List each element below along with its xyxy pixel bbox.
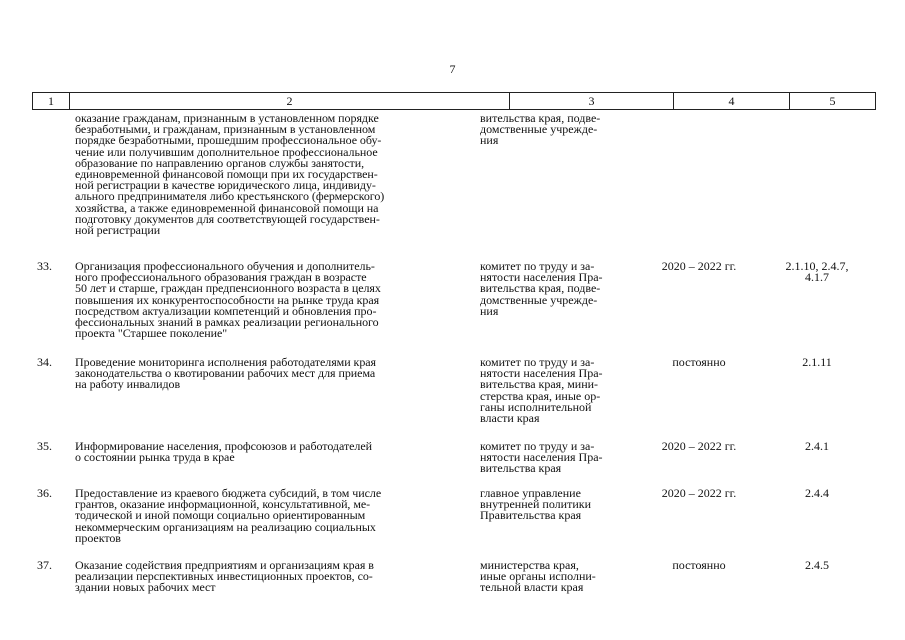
row-number: 33. [37,259,52,273]
header-col-2: 2 [70,93,510,109]
header-col-5: 5 [829,94,836,108]
row-description: Предоставление из краевого бюджета субсидий, в том числе грантов, оказание информационной, консультативной, ме- тодической и иной помощи социально ориентированным некоммерческим организациям на реализацию социальных проектов [75,486,382,545]
row-term: постоянно [672,355,726,369]
header-col-4: 4 [674,93,790,109]
row-term: 2020 – 2022 гг. [661,439,737,453]
row-term: постоянно [672,558,726,572]
row-number: 36. [37,486,52,500]
row-reference: 2.4.4 [805,486,829,500]
row-number: 37. [37,558,52,572]
page-number: 7 [449,62,456,76]
row-executor: главное управление внутренней политики Правительства края [480,486,591,523]
row-term: 2020 – 2022 гг. [661,486,737,500]
row-executor: министерства края, иные органы исполни- тельной власти края [480,558,596,595]
header-col-1: 1 [33,93,70,109]
header-col-3: 3 [510,93,674,109]
row-number: 34. [37,355,52,369]
row-number: 35. [37,439,52,453]
row-executor: вительства края, подве- домственные учрежде- ния [480,111,601,148]
row-description: Проведение мониторинга исполнения работодателями края законодательства о квотировании рабочих мест для приема на работу инвалидов [75,355,377,392]
row-executor: комитет по труду и за- нятости населения Пра- вительства края, мини- стерства края, иные ор- ганы исполнительной власти края [480,355,603,426]
row-term: 2020 – 2022 гг. [661,259,737,273]
row-reference: 2.1.10, 2.4.7, 4.1.7 [785,259,849,285]
row-reference: 2.4.5 [805,558,829,572]
row-description: Оказание содействия предприятиям и организациям края в реализации перспективных инвестиционных проектов, со- здании новых рабочих мест [75,558,374,595]
row-description: Информирование населения, профсоюзов и работодателей о состоянии рынка труда в крае [75,439,373,465]
row-executor: комитет по труду и за- нятости населения Пра- вительства края [480,439,603,476]
table-header [32,92,876,110]
row-reference: 2.1.11 [802,355,832,369]
row-executor: комитет по труду и за- нятости населения Пра- вительства края, подве- домственные учрежде- ния [480,259,603,318]
row-description: Организация профессионального обучения и дополнитель- ного профессионального образования граждан в возрасте 50 лет и старше, граждан предпенсионного возраста в целях повышения их конкурентоспособности на рынке труда края посредством актуализации компетенций и обновления про- фессиональных знаний в рамках реализации регионального проекта "Старшее поколение" [75,259,381,341]
row-description: оказание гражданам, признанным в установленном порядке безработными, и гражданам, признанным в установленном порядке безработными, прошедшим профессиональное обу- чение или получившим дополнительное профессиональное образование по направлению органов службы занятости, единовременной финансовой помощи при их государствен- ной регистрации в качестве юридического лица, индивиду- ального предпринимателя либо крестьянского (фермерского) хозяйства, а также единовременной финансовой помощи на подготовку документов для соответствующей государствен- ной регистрации [75,111,385,238]
row-reference: 2.4.1 [805,439,829,453]
